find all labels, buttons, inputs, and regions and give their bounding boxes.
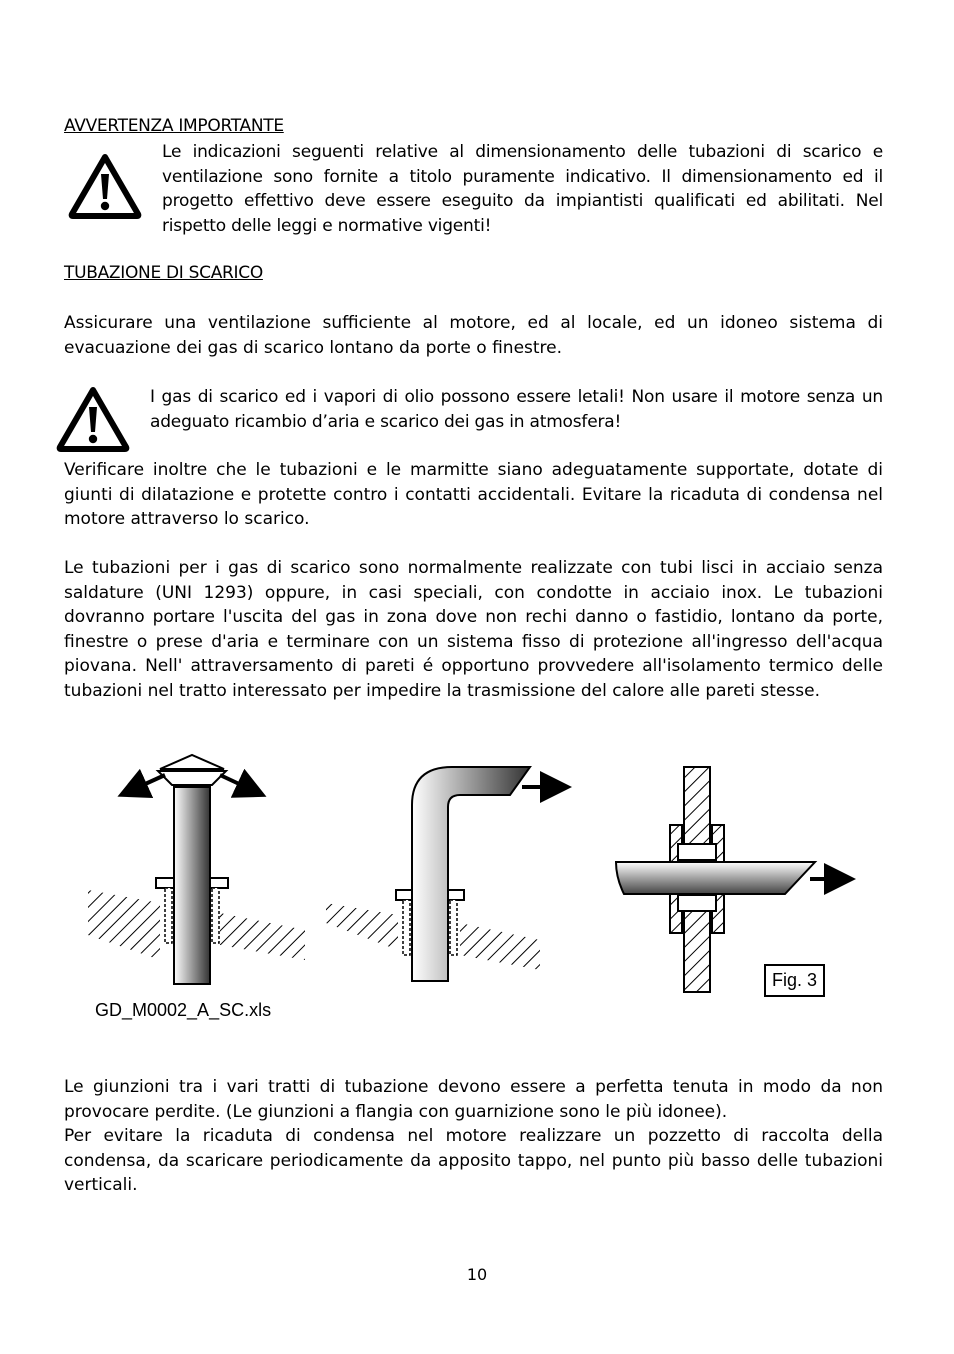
warning-text-1: Le indicazioni seguenti relative al dimensionamento delle tubazioni di scarico e ventilazione sono fornite a titolo puramente indicativo. Il dimensionamento ed il progetto effettivo deve essere eseguito da impiantisti qualificati ed abilitati. Nel rispetto delle leggi e normative vigenti!: [162, 142, 883, 236]
paragraph-5: Per evitare la ricaduta di condensa nel motore realizzare un pozzetto di raccolta della condensa, da scaricare periodicamente da apposito tappo, nel punto più basso delle tubazioni verticali.: [64, 1126, 883, 1195]
paragraph-4: Le giunzioni tra i vari tratti di tubazione devono essere a perfetta tenuta in modo da non provocare perdite. (Le giunzioni a flangia con guarnizione sono le più idonee).: [64, 1077, 883, 1122]
paragraph-1: Assicurare una ventilazione sufficiente al motore, ed al locale, ed un idoneo sistema di evacuazione dei gas di scarico lontano da porte o finestre.: [64, 313, 883, 358]
warning-triangle-icon: [68, 153, 142, 219]
paragraph-2: Verificare inoltre che le tubazioni e le marmitte siano adeguatamente supportate, dotate di giunti di dilatazione e protette contro i contatti accidentali. Evitare la ricaduta di condensa nel motore attraverso lo scarico.: [64, 460, 883, 529]
figure-label: Fig. 3: [764, 964, 825, 997]
warning-text-2: I gas di scarico ed i vapori di olio possono essere letali! Non usare il motore senza un adeguato ricambio d’aria e scarico dei gas in atmosfera!: [150, 387, 883, 432]
figure-b-elbow-pipe: [326, 767, 556, 981]
warning-heading: AVVERTENZA IMPORTANTE: [64, 116, 284, 136]
section-heading: TUBAZIONE DI SCARICO: [64, 263, 263, 283]
figure-a-vertical-pipe: [88, 755, 305, 984]
paragraph-3: Le tubazioni per i gas di scarico sono normalmente realizzate con tubi lisci in acciaio senza saldature (UNI 1293) oppure, in casi speciali, con condotte in acciaio inox. Le tubazioni dovranno portare l'uscita del gas in zona dove non rechi danno o fastidio, lontano da porte, finestre o prese d'aria e terminare con un sistema fisso di protezione all'ingresso dell'acqua piovana. Nell' attraversamento di pareti é opportuno provvedere all'isolamento termico delle tubazioni nel tratto interessato per impedire la trasmissione del calore alle pareti stesse.: [64, 558, 883, 701]
figure-c-wall-passage: [616, 767, 840, 992]
warning-triangle-icon: [56, 386, 130, 452]
exhaust-pipe-figure: [80, 745, 860, 1005]
page-number: 10: [466, 1265, 488, 1284]
figure-file-name: GD_M0002_A_SC.xls: [95, 1000, 272, 1020]
